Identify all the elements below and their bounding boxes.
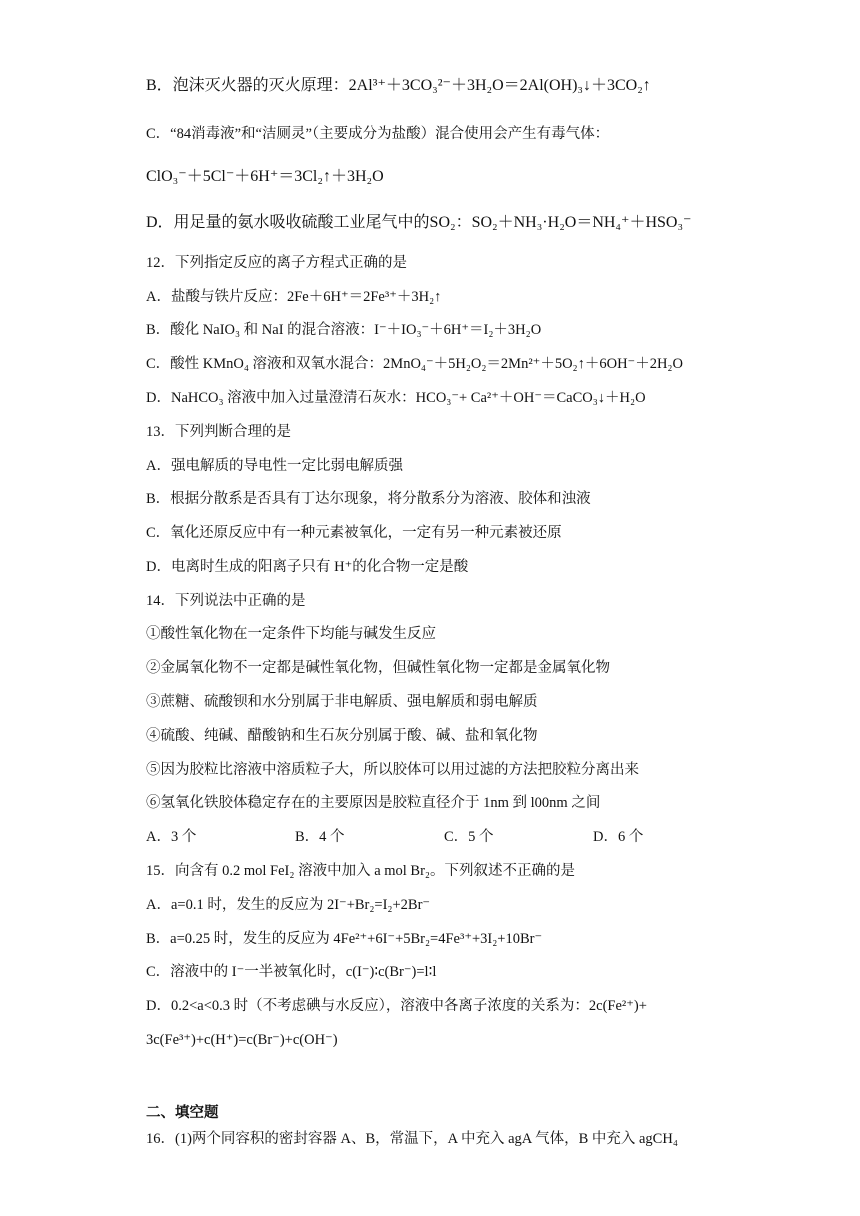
q11-option-d: D．用足量的氨水吸收硫酸工业尾气中的SO₂：SO₂＋NH₃·H₂O＝NH₄⁺＋HSO₃⁻: [146, 214, 692, 231]
q14-options: [146, 827, 742, 847]
q14-statement-2: ②金属氧化物不一定都是碱性氧化物，但碱性氧化物一定都是金属氧化物: [146, 660, 610, 676]
q12-option-b: B．酸化 NaIO₃ 和 NaI 的混合溶液：I⁻＋IO₃⁻＋6H⁺＝I₂＋3H₂O: [146, 322, 542, 338]
q14-option-b: B．4 个: [295, 829, 345, 845]
q15-option-b: B．a=0.25 时，发生的反应为 4Fe²⁺+6I⁻+5Br₂=4Fe³⁺+3I₂+10Br⁻: [146, 931, 543, 947]
q14-statement-3: ③蔗糖、硫酸钡和水分别属于非电解质、强电解质和弱电解质: [146, 694, 538, 710]
q14-statement-4: ④硫酸、纯碱、醋酸钠和生石灰分别属于酸、碱、盐和氧化物: [146, 728, 538, 744]
q15-option-d-continued: 3c(Fe³⁺)+c(H⁺)=c(Br⁻)+c(OH⁻): [146, 1032, 338, 1048]
q14-option-a: A．3 个: [146, 829, 197, 845]
q13-option-a: A．强电解质的导电性一定比弱电解质强: [146, 458, 403, 474]
q13-option-c: C．氧化还原反应中有一种元素被氧化，一定有另一种元素被还原: [146, 525, 562, 541]
q11-option-c: C．“84消毒液”和“洁厕灵”（主要成分为盐酸）混合使用会产生有毒气体：: [146, 126, 610, 142]
q12-stem: 12．下列指定反应的离子方程式正确的是: [146, 255, 407, 271]
q14-option-c: C．5 个: [444, 829, 494, 845]
q14-option-d: D．6 个: [593, 829, 644, 845]
q12-option-c: C．酸性 KMnO₄ 溶液和双氧水混合：2MnO₄⁻＋5H₂O₂＝2Mn²⁺＋5O₂↑＋6OH⁻＋2H₂O: [146, 356, 683, 372]
q13-option-b: B．根据分散系是否具有丁达尔现象，将分散系分为溶液、胶体和浊液: [146, 491, 591, 507]
q14-statement-6: ⑥氢氧化铁胶体稳定存在的主要原因是胶粒直径介于 1nm 到 l00nm 之间: [146, 795, 601, 811]
q16-stem: 16．(1)两个同容积的密封容器 A、B，常温下，A 中充入 agA 气体，B 中充入 agCH₄: [146, 1131, 678, 1147]
q13-option-d: D．电离时生成的阳离子只有 H⁺的化合物一定是酸: [146, 559, 469, 575]
q14-statement-1: ①酸性氧化物在一定条件下均能与碱发生反应: [146, 626, 436, 642]
q11-option-b: B．泡沫灭火器的灭火原理：2Al³⁺＋3CO₃²⁻＋3H₂O＝2Al(OH)₃↓＋3CO₂↑: [146, 77, 651, 94]
section-heading: 二、填空题: [146, 1105, 219, 1121]
q13-stem: 13．下列判断合理的是: [146, 424, 291, 440]
q12-option-d: D．NaHCO₃ 溶液中加入过量澄清石灰水：HCO₃⁻+ Ca²⁺＋OH⁻＝CaCO₃↓＋H₂O: [146, 390, 646, 406]
q15-stem: 15．向含有 0.2 mol FeI₂ 溶液中加入 a mol Br₂。下列叙述不正确的是: [146, 863, 575, 879]
q12-option-a: A．盐酸与铁片反应：2Fe＋6H⁺＝2Fe³⁺＋3H₂↑: [146, 289, 442, 305]
q15-option-a: A．a=0.1 时，发生的反应为 2I⁻+Br₂=I₂+2Br⁻: [146, 897, 431, 913]
q14-stem: 14．下列说法中正确的是: [146, 593, 306, 609]
q15-option-c: C．溶液中的 I⁻一半被氧化时，c(I⁻)∶c(Br⁻)=l∶l: [146, 964, 437, 980]
q14-statement-5: ⑤因为胶粒比溶液中溶质粒子大，所以胶体可以用过滤的方法把胶粒分离出来: [146, 762, 639, 778]
q15-option-d: D．0.2<a<0.3 时（不考虑碘与水反应），溶液中各离子浓度的关系为：2c(Fe²⁺)+: [146, 998, 647, 1014]
q11-option-c-equation: ClO₃⁻＋5Cl⁻＋6H⁺＝3Cl₂↑＋3H₂O: [146, 168, 384, 185]
